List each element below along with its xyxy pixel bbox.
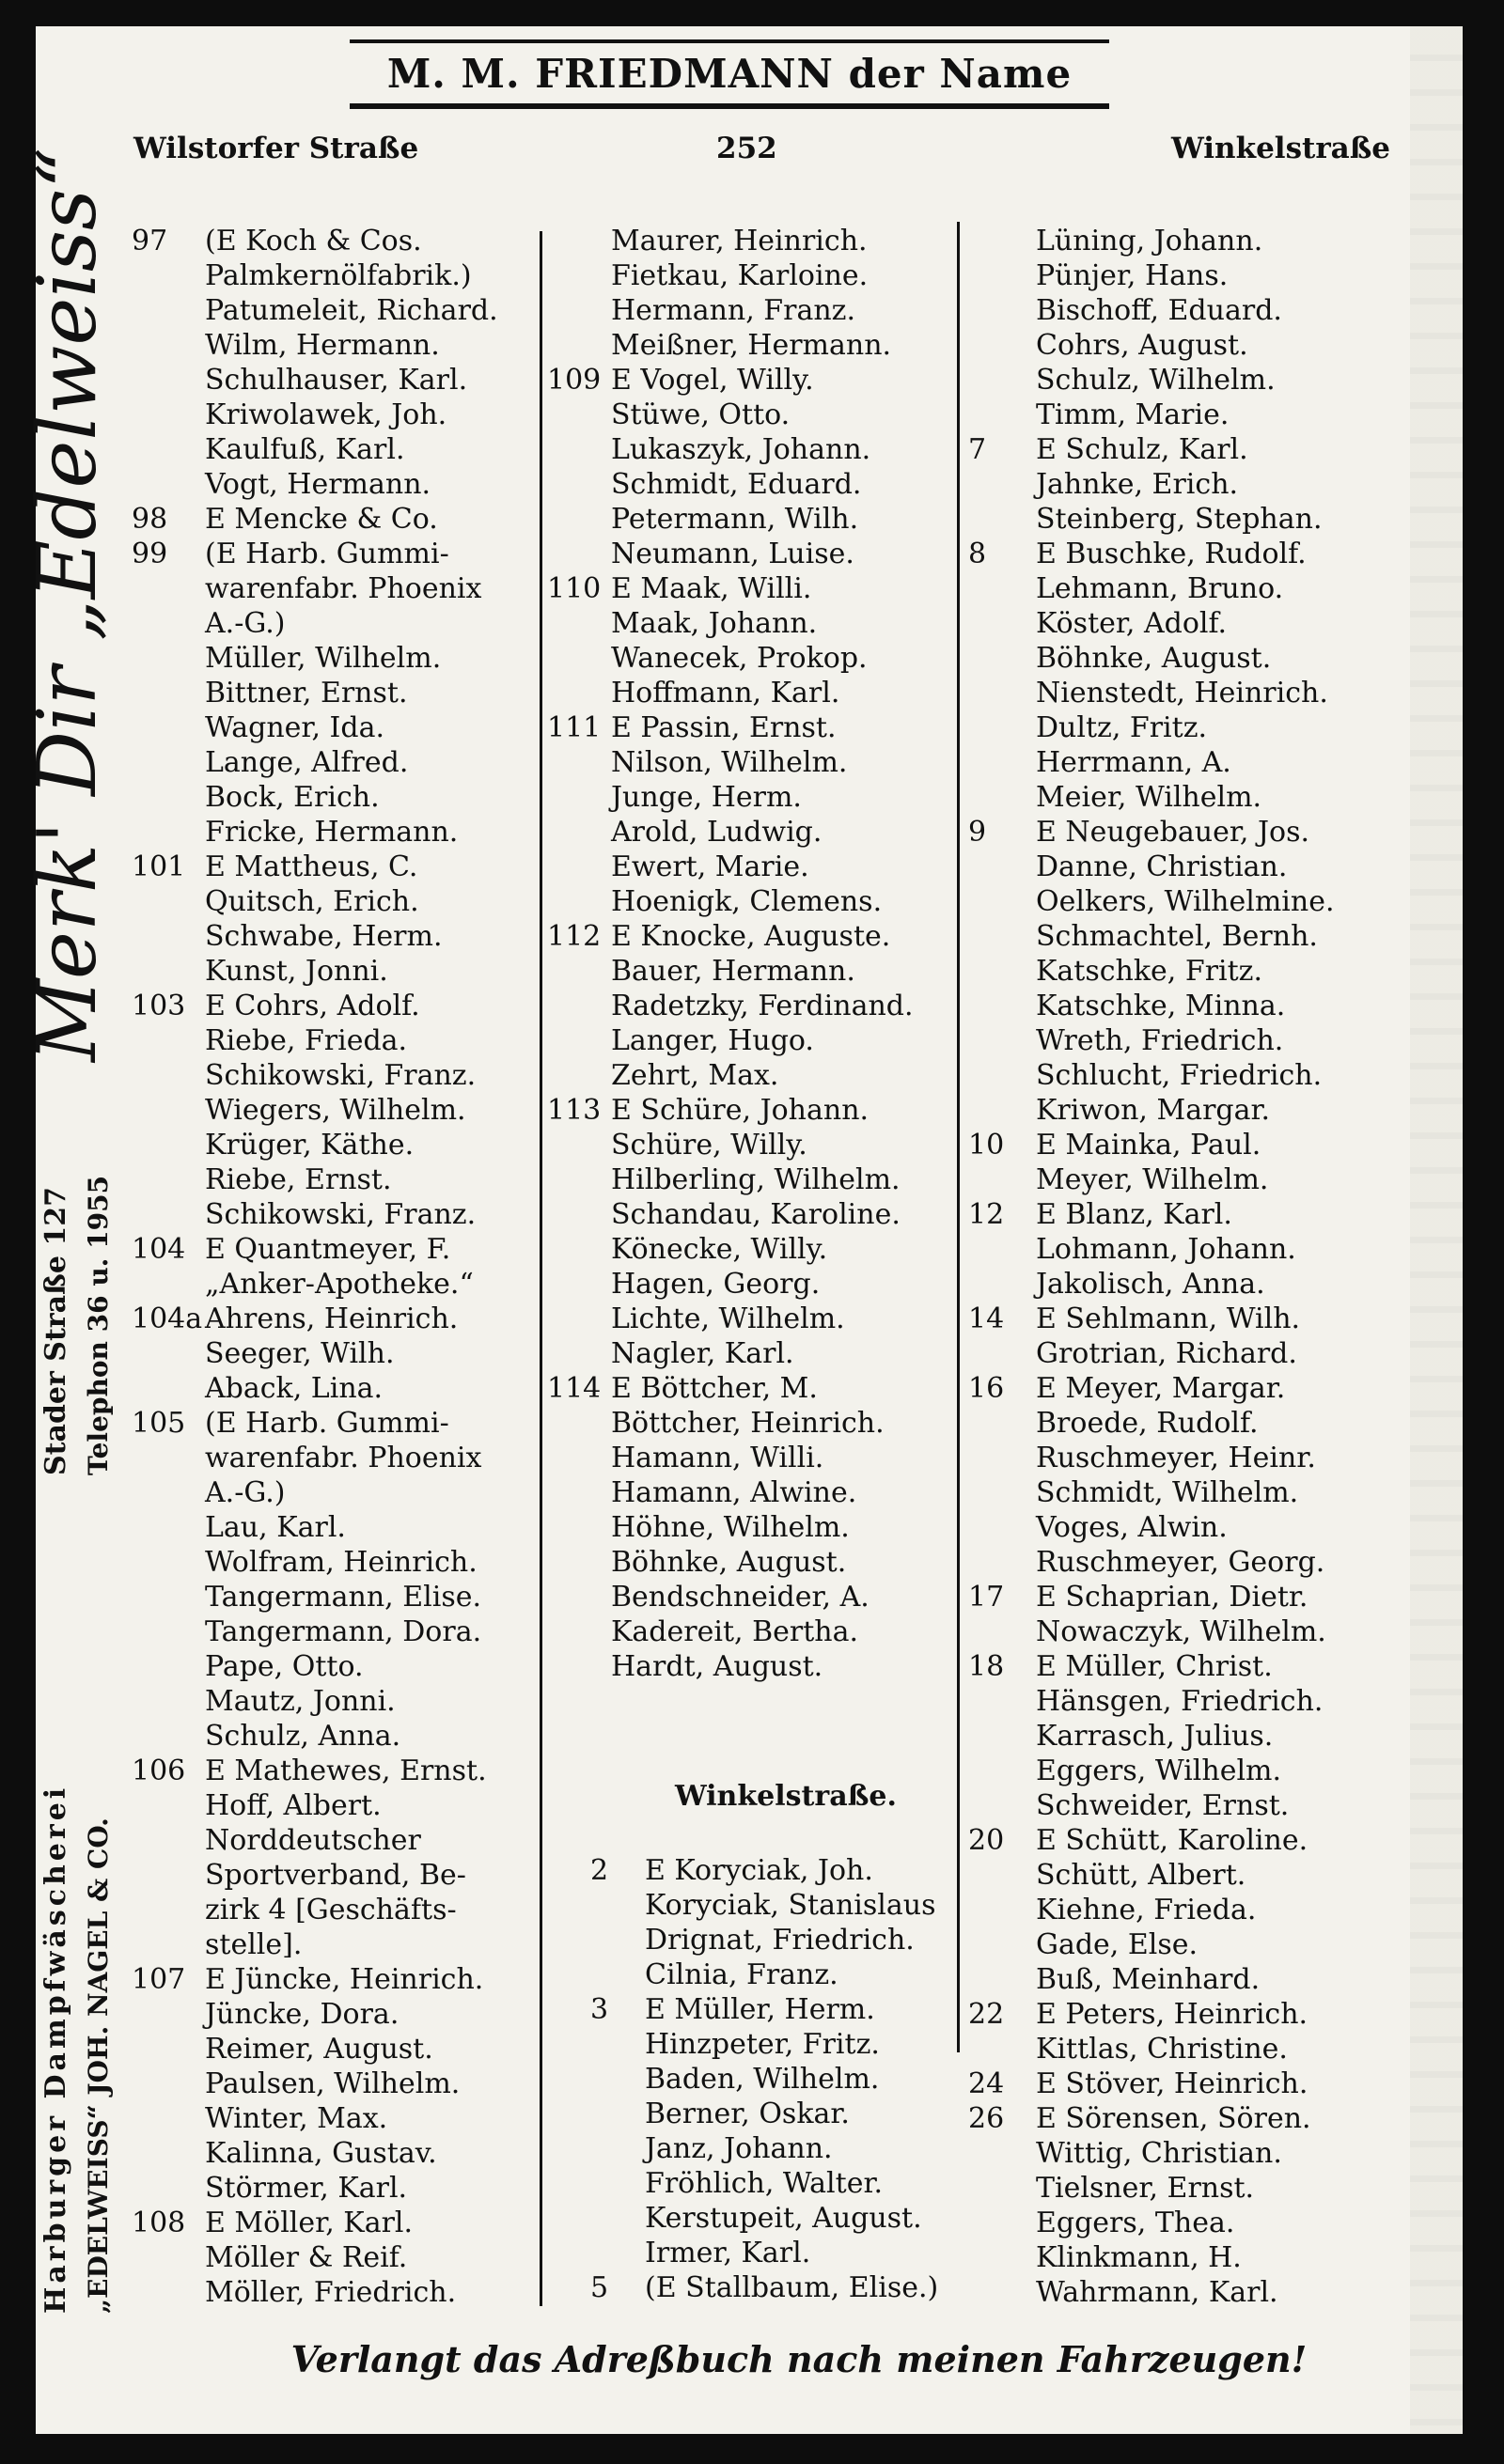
resident-name: Böhnke, August. <box>1036 642 1272 675</box>
resident-name: Wagner, Ida. <box>205 711 384 744</box>
resident-name: Lehmann, Bruno. <box>1036 572 1284 605</box>
resident-name: Riebe, Ernst. <box>205 1163 392 1196</box>
house-number: 3 <box>590 1993 609 2026</box>
resident-name: Schweider, Ernst. <box>1036 1789 1290 1822</box>
resident-name: Sportverband, Be- <box>205 1859 466 1892</box>
resident-name: Hamann, Willi. <box>611 1442 824 1474</box>
resident-name: E Mattheus, C. <box>205 850 418 883</box>
resident-name: (E Harb. Gummi- <box>205 538 449 570</box>
advertising-banner <box>350 39 1109 109</box>
resident-name: Ruschmeyer, Heinr. <box>1036 1442 1316 1474</box>
house-number: 99 <box>132 538 168 570</box>
resident-name: Fricke, Hermann. <box>205 816 459 849</box>
resident-name: Möller & Reif. <box>205 2241 408 2274</box>
resident-name: E Meyer, Margar. <box>1036 1372 1286 1405</box>
banner-rule-bottom <box>350 103 1109 109</box>
resident-name: E Mencke & Co. <box>205 503 438 536</box>
resident-name: Lohmann, Johann. <box>1036 1233 1296 1266</box>
resident-name: Meißner, Hermann. <box>611 329 892 362</box>
resident-name: Krüger, Käthe. <box>205 1129 415 1162</box>
resident-name: Norddeutscher <box>205 1824 421 1857</box>
resident-name: Herrmann, A. <box>1036 746 1231 779</box>
resident-name: E Cohrs, Adolf. <box>205 990 420 1022</box>
house-number: 12 <box>968 1198 1005 1231</box>
house-number: 107 <box>132 1963 186 1996</box>
resident-name: (E Koch & Cos. <box>205 225 422 257</box>
resident-name: Hänsgen, Friedrich. <box>1036 1685 1324 1718</box>
resident-name: Höhne, Wilhelm. <box>611 1511 850 1544</box>
resident-name: Cohrs, August. <box>1036 329 1248 362</box>
house-number: 22 <box>968 1998 1005 2031</box>
resident-name: E Koryciak, Joh. <box>645 1854 873 1887</box>
resident-name: E Mathewes, Ernst. <box>205 1754 487 1787</box>
resident-name: Kalinna, Gustav. <box>205 2137 437 2170</box>
resident-name: E Maak, Willi. <box>611 572 812 605</box>
resident-name: Janz, Johann. <box>645 2132 833 2165</box>
resident-name: Könecke, Willy. <box>611 1233 828 1266</box>
resident-name: Kriwon, Margar. <box>1036 1094 1271 1127</box>
resident-name: Kaulfuß, Karl. <box>205 433 405 466</box>
resident-name: E Böttcher, M. <box>611 1372 818 1405</box>
resident-name: E Jüncke, Heinrich. <box>205 1963 484 1996</box>
resident-name: Klinkmann, H. <box>1036 2241 1242 2274</box>
resident-name: Radetzky, Ferdinand. <box>611 990 914 1022</box>
resident-name: Baden, Wilhelm. <box>645 2063 880 2096</box>
resident-name: Nilson, Wilhelm. <box>611 746 848 779</box>
section-title: Winkelstraße. <box>675 1780 897 1813</box>
resident-name: warenfabr. Phoenix <box>205 572 482 605</box>
house-number: 104 <box>132 1233 186 1266</box>
resident-name: Winter, Max. <box>205 2102 388 2135</box>
resident-name: Drignat, Friedrich. <box>645 1924 915 1957</box>
resident-name: Ewert, Marie. <box>611 850 809 883</box>
resident-name: Broede, Rudolf. <box>1036 1407 1259 1440</box>
resident-name: Schlucht, Friedrich. <box>1036 1059 1323 1092</box>
resident-name: Danne, Christian. <box>1036 850 1288 883</box>
resident-name: Wanecek, Prokop. <box>611 642 868 675</box>
resident-name: Wilm, Hermann. <box>205 329 440 362</box>
resident-name: Oelkers, Wilhelmine. <box>1036 885 1335 918</box>
resident-name: Gade, Else. <box>1036 1928 1198 1961</box>
resident-name: Petermann, Wilh. <box>611 503 859 536</box>
page-number: 252 <box>716 132 777 165</box>
banner-rule-top <box>350 39 1109 43</box>
house-number: 14 <box>968 1302 1005 1335</box>
header-street-right: Winkelstraße <box>1171 132 1391 165</box>
resident-name: E Stöver, Heinrich. <box>1036 2067 1308 2100</box>
resident-name: Riebe, Frieda. <box>205 1024 408 1057</box>
resident-name: Fröhlich, Walter. <box>645 2167 884 2200</box>
resident-name: E Mainka, Paul. <box>1036 1129 1261 1162</box>
resident-name: E Sehlmann, Wilh. <box>1036 1302 1301 1335</box>
resident-name: Hinzpeter, Fritz. <box>645 2028 880 2061</box>
resident-name: Lichte, Wilhelm. <box>611 1302 845 1335</box>
house-number: 113 <box>547 1094 602 1127</box>
resident-name: E Vogel, Willy. <box>611 364 814 397</box>
resident-name: warenfabr. Phoenix <box>205 1442 482 1474</box>
resident-name: Ahrens, Heinrich. <box>205 1302 459 1335</box>
house-number: 98 <box>132 503 168 536</box>
resident-name: Neumann, Luise. <box>611 538 854 570</box>
house-number: 108 <box>132 2207 186 2239</box>
resident-name: Fietkau, Karloine. <box>611 259 869 292</box>
resident-name: E Schaprian, Dietr. <box>1036 1581 1308 1614</box>
resident-name: Pünjer, Hans. <box>1036 259 1229 292</box>
resident-name: Koryciak, Stanislaus <box>645 1889 936 1922</box>
resident-name: A.-G.) <box>205 1476 286 1509</box>
resident-name: Nagler, Karl. <box>611 1337 794 1370</box>
side-ad-address: Stader Straße 127 <box>39 1187 72 1475</box>
resident-name: Vogt, Hermann. <box>205 468 431 501</box>
resident-name: E Müller, Christ. <box>1036 1650 1273 1683</box>
resident-name: E Neugebauer, Jos. <box>1036 816 1310 849</box>
resident-name: Hamann, Alwine. <box>611 1476 857 1509</box>
resident-name: Schüre, Willy. <box>611 1129 807 1162</box>
resident-name: E Blanz, Karl. <box>1036 1198 1232 1231</box>
resident-name: Nowaczyk, Wilhelm. <box>1036 1615 1326 1648</box>
resident-name: Wolfram, Heinrich. <box>205 1546 478 1579</box>
resident-name: Meyer, Wilhelm. <box>1036 1163 1269 1196</box>
resident-name: E Sörensen, Sören. <box>1036 2102 1311 2135</box>
resident-name: (E Stallbaum, Elise.) <box>645 2271 939 2304</box>
resident-name: Patumeleit, Richard. <box>205 294 498 327</box>
resident-name: E Schüre, Johann. <box>611 1094 870 1127</box>
resident-name: Schulhauser, Karl. <box>205 364 468 397</box>
resident-name: Hagen, Georg. <box>611 1268 821 1301</box>
house-number: 16 <box>968 1372 1005 1405</box>
house-number: 110 <box>547 572 602 605</box>
house-number: 24 <box>968 2067 1005 2100</box>
resident-name: Jakolisch, Anna. <box>1036 1268 1265 1301</box>
resident-name: E Passin, Ernst. <box>611 711 837 744</box>
header-street-left: Wilstorfer Straße <box>133 132 419 165</box>
footer-slogan: Verlangt das Adreßbuch nach meinen Fahrzeugen! <box>290 2338 1308 2380</box>
column-divider <box>957 222 960 2052</box>
resident-name: Jüncke, Dora. <box>205 1998 400 2031</box>
resident-name: Eggers, Wilhelm. <box>1036 1754 1282 1787</box>
side-ad-company-name: „EDELWEISS“ JOH. NAGEL & CO. <box>83 1817 114 2314</box>
resident-name: Bittner, Ernst. <box>205 677 408 710</box>
resident-name: Cilnia, Franz. <box>645 1958 838 1991</box>
resident-name: Schmachtel, Bernh. <box>1036 920 1318 953</box>
house-number: 109 <box>547 364 602 397</box>
resident-name: E Quantmeyer, F. <box>205 1233 451 1266</box>
house-number: 20 <box>968 1824 1005 1857</box>
resident-name: Böhnke, August. <box>611 1546 847 1579</box>
resident-name: Köster, Adolf. <box>1036 607 1228 640</box>
resident-name: Steinberg, Stephan. <box>1036 503 1323 536</box>
resident-name: Langer, Hugo. <box>611 1024 814 1057</box>
resident-name: Paulsen, Wilhelm. <box>205 2067 461 2100</box>
resident-name: Tangermann, Dora. <box>205 1615 482 1648</box>
house-number: 106 <box>132 1754 186 1787</box>
resident-name: Katschke, Minna. <box>1036 990 1286 1022</box>
resident-name: Lau, Karl. <box>205 1511 346 1544</box>
resident-name: Jahnke, Erich. <box>1036 468 1239 501</box>
resident-name: Kiehne, Frieda. <box>1036 1894 1257 1926</box>
resident-name: Voges, Alwin. <box>1036 1511 1228 1544</box>
house-number: 7 <box>968 433 987 466</box>
house-number: 97 <box>132 225 168 257</box>
banner-text: M. M. FRIEDMANN der Name <box>386 51 1073 97</box>
resident-name: Irmer, Karl. <box>645 2237 811 2269</box>
resident-name: Schwabe, Herm. <box>205 920 443 953</box>
house-number: 2 <box>590 1854 609 1887</box>
house-number: 8 <box>968 538 987 570</box>
resident-name: Schmidt, Wilhelm. <box>1036 1476 1299 1509</box>
resident-name: E Knocke, Auguste. <box>611 920 891 953</box>
resident-name: Hardt, August. <box>611 1650 823 1683</box>
resident-name: Bendschneider, A. <box>611 1581 870 1614</box>
side-ad-telephone: Telephon 36 u. 1955 <box>83 1175 114 1475</box>
house-number: 5 <box>590 2271 609 2304</box>
resident-name: Palmkernölfabrik.) <box>205 259 472 292</box>
resident-name: Schulz, Wilhelm. <box>1036 364 1276 397</box>
resident-name: Störmer, Karl. <box>205 2172 408 2205</box>
resident-name: Maurer, Heinrich. <box>611 225 868 257</box>
resident-name: Lüning, Johann. <box>1036 225 1263 257</box>
resident-name: E Schulz, Karl. <box>1036 433 1248 466</box>
resident-name: Aback, Lina. <box>205 1372 384 1405</box>
house-number: 26 <box>968 2102 1005 2135</box>
resident-name: Timm, Marie. <box>1036 398 1230 431</box>
house-number: 111 <box>547 711 602 744</box>
house-number: 10 <box>968 1129 1005 1162</box>
house-number: 114 <box>547 1372 602 1405</box>
resident-name: Schikowski, Franz. <box>205 1198 477 1231</box>
resident-name: Wreth, Friedrich. <box>1036 1024 1284 1057</box>
resident-name: Schmidt, Eduard. <box>611 468 862 501</box>
resident-name: Karrasch, Julius. <box>1036 1720 1274 1753</box>
resident-name: Quitsch, Erich. <box>205 885 419 918</box>
resident-name: Hermann, Franz. <box>611 294 856 327</box>
resident-name: zirk 4 [Geschäfts- <box>205 1894 457 1926</box>
resident-name: Hilberling, Wilhelm. <box>611 1163 901 1196</box>
resident-name: Hoff, Albert. <box>205 1789 382 1822</box>
resident-name: Hoffmann, Karl. <box>611 677 840 710</box>
house-number: 101 <box>132 850 186 883</box>
resident-name: Grotrian, Richard. <box>1036 1337 1297 1370</box>
resident-name: Zehrt, Max. <box>611 1059 779 1092</box>
resident-name: Wahrmann, Karl. <box>1036 2276 1278 2309</box>
resident-name: „Anker-Apotheke.“ <box>205 1268 474 1301</box>
resident-name: Bauer, Hermann. <box>611 955 855 988</box>
resident-name: Schikowski, Franz. <box>205 1059 477 1092</box>
adjacent-page-edge <box>1410 26 1463 2434</box>
resident-name: Arold, Ludwig. <box>611 816 822 849</box>
resident-name: Katschke, Fritz. <box>1036 955 1263 988</box>
resident-name: Lukaszyk, Johann. <box>611 433 871 466</box>
resident-name: Müller, Wilhelm. <box>205 642 442 675</box>
resident-name: Schütt, Albert. <box>1036 1859 1246 1892</box>
resident-name: E Möller, Karl. <box>205 2207 414 2239</box>
resident-name: Schulz, Anna. <box>205 1720 401 1753</box>
resident-name: Nienstedt, Heinrich. <box>1036 677 1328 710</box>
column-divider <box>540 231 542 2306</box>
house-number: 9 <box>968 816 987 849</box>
house-number: 17 <box>968 1581 1005 1614</box>
resident-name: E Buschke, Rudolf. <box>1036 538 1307 570</box>
resident-name: Wittig, Christian. <box>1036 2137 1282 2170</box>
house-number: 105 <box>132 1407 186 1440</box>
house-number: 18 <box>968 1650 1005 1683</box>
resident-name: Reimer, August. <box>205 2033 433 2066</box>
resident-name: Meier, Wilhelm. <box>1036 781 1262 814</box>
resident-name: A.-G.) <box>205 607 286 640</box>
resident-name: (E Harb. Gummi- <box>205 1407 449 1440</box>
resident-name: Bischoff, Eduard. <box>1036 294 1282 327</box>
resident-name: Eggers, Thea. <box>1036 2207 1235 2239</box>
resident-name: Möller, Friedrich. <box>205 2276 457 2309</box>
house-number: 112 <box>547 920 602 953</box>
resident-name: Ruschmeyer, Georg. <box>1036 1546 1325 1579</box>
house-number: 103 <box>132 990 186 1022</box>
resident-name: Kriwolawek, Joh. <box>205 398 447 431</box>
resident-name: Lange, Alfred. <box>205 746 409 779</box>
side-slogan: Merk' Dir „Edelweiss“ <box>21 147 115 1062</box>
resident-name: Maak, Johann. <box>611 607 818 640</box>
resident-name: Hoenigk, Clemens. <box>611 885 883 918</box>
resident-name: Junge, Herm. <box>611 781 802 814</box>
resident-name: Wiegers, Wilhelm. <box>205 1094 466 1127</box>
resident-name: Stüwe, Otto. <box>611 398 791 431</box>
house-number: 104a <box>132 1302 203 1335</box>
resident-name: Dultz, Fritz. <box>1036 711 1208 744</box>
resident-name: Mautz, Jonni. <box>205 1685 396 1718</box>
resident-name: Bock, Erich. <box>205 781 380 814</box>
resident-name: Tielsner, Ernst. <box>1036 2172 1255 2205</box>
resident-name: Kadereit, Bertha. <box>611 1615 859 1648</box>
resident-name: Kittlas, Christine. <box>1036 2033 1288 2066</box>
resident-name: Kunst, Jonni. <box>205 955 388 988</box>
resident-name: stelle]. <box>205 1928 303 1961</box>
resident-name: Böttcher, Heinrich. <box>611 1407 885 1440</box>
resident-name: Tangermann, Elise. <box>205 1581 482 1614</box>
resident-name: Schandau, Karoline. <box>611 1198 901 1231</box>
resident-name: Buß, Meinhard. <box>1036 1963 1261 1996</box>
resident-name: E Schütt, Karoline. <box>1036 1824 1308 1857</box>
resident-name: Kerstupeit, August. <box>645 2202 922 2235</box>
resident-name: Pape, Otto. <box>205 1650 364 1683</box>
resident-name: Berner, Oskar. <box>645 2098 850 2130</box>
resident-name: Seeger, Wilh. <box>205 1337 395 1370</box>
side-ad-company: Harburger Dampfwäscherei <box>39 1784 72 2314</box>
resident-name: E Müller, Herm. <box>645 1993 875 2026</box>
resident-name: E Peters, Heinrich. <box>1036 1998 1308 2031</box>
